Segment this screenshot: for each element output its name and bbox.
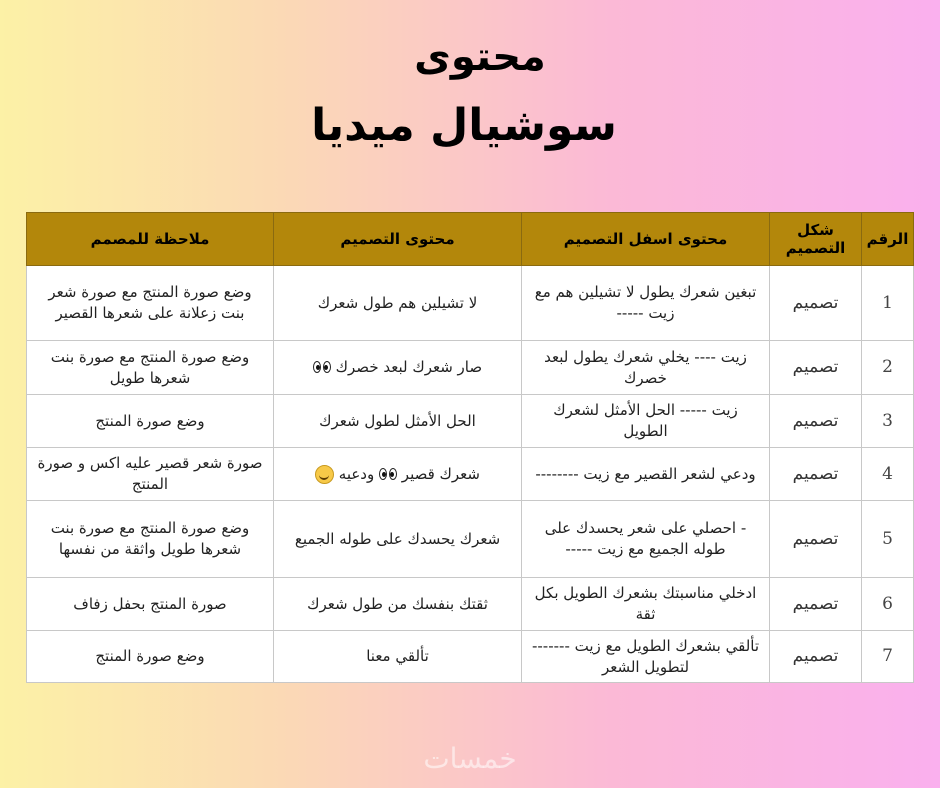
- cell-num: 6: [862, 578, 914, 631]
- cell-content: [274, 448, 522, 501]
- cell-below: ودعي لشعر القصير مع زيت --------: [522, 448, 770, 501]
- cell-below: زيت ----- الحل الأمثل لشعرك الطويل: [522, 395, 770, 448]
- cell-shape: تصميم: [770, 578, 862, 631]
- cell-content: لا تشيلين هم طول شعرك: [274, 266, 522, 341]
- cell-shape: تصميم: [770, 266, 862, 341]
- header-shape: شكل التصميم: [770, 213, 862, 266]
- header-num: الرقم: [862, 213, 914, 266]
- cell-content-text-a: شعرك قصير: [401, 464, 480, 483]
- cell-shape: تصميم: [770, 395, 862, 448]
- title-line-2: سوشيال ميديا: [311, 100, 617, 151]
- cell-below: تبغين شعرك يطول لا تشيلين هم مع زيت -----: [522, 266, 770, 341]
- cell-note: وضع صورة المنتج مع صورة بنت شعرها طويل: [27, 341, 274, 395]
- header-content: محتوى التصميم: [274, 213, 522, 266]
- table-row: [27, 578, 914, 631]
- cell-content: شعرك يحسدك على طوله الجميع: [274, 501, 522, 578]
- eyes-emoji-icon: [313, 361, 331, 374]
- smile-emoji-icon: [315, 465, 334, 484]
- cell-num: 4: [862, 448, 914, 501]
- cell-content: الحل الأمثل لطول شعرك: [274, 395, 522, 448]
- cell-content: تألقي معنا: [274, 631, 522, 683]
- cell-shape: تصميم: [770, 631, 862, 683]
- cell-note: وضع صورة المنتج: [27, 631, 274, 683]
- table-row: [27, 448, 914, 501]
- cell-num: 3: [862, 395, 914, 448]
- table-row: [27, 501, 914, 578]
- table-row: [27, 341, 914, 395]
- cell-num: 2: [862, 341, 914, 395]
- header-below: محتوى اسفل التصميم: [522, 213, 770, 266]
- cell-content-text: صار شعرك لبعد خصرك: [335, 358, 483, 376]
- cell-shape: تصميم: [770, 448, 862, 501]
- cell-content-text-b: ودعيه: [338, 464, 375, 483]
- cell-below: زيت ---- يخلي شعرك يطول لبعد خصرك: [522, 341, 770, 395]
- cell-num: 1: [862, 266, 914, 341]
- cell-shape: تصميم: [770, 341, 862, 395]
- content-table: [26, 212, 914, 683]
- cell-num: 5: [862, 501, 914, 578]
- cell-content: [274, 341, 522, 395]
- table-row: [27, 631, 914, 683]
- cell-note: صورة شعر قصير عليه اكس و صورة المنتج: [27, 448, 274, 501]
- table-header-row: [27, 213, 914, 266]
- title-line-1: محتوى: [414, 34, 546, 80]
- table-row: [27, 395, 914, 448]
- header-note: ملاحظة للمصمم: [27, 213, 274, 266]
- cell-below: ادخلي مناسبتك بشعرك الطويل بكل ثقة: [522, 578, 770, 631]
- cell-content: ثقتك بنفسك من طول شعرك: [274, 578, 522, 631]
- cell-num: 7: [862, 631, 914, 683]
- cell-below: - احصلي على شعر يحسدك على طوله الجميع مع زيت -----: [522, 501, 770, 578]
- eyes-emoji-icon: [379, 468, 397, 481]
- cell-note: وضع صورة المنتج: [27, 395, 274, 448]
- cell-note: وضع صورة المنتج مع صورة بنت شعرها طويل واثقة من نفسها: [27, 501, 274, 578]
- watermark-logo: خمسات: [423, 742, 517, 775]
- table-row: [27, 266, 914, 341]
- cell-note: وضع صورة المنتج مع صورة شعر بنت زعلانة على شعرها القصير: [27, 266, 274, 341]
- cell-note: صورة المنتج بحفل زفاف: [27, 578, 274, 631]
- cell-shape: تصميم: [770, 501, 862, 578]
- cell-below: تألقي بشعرك الطويل مع زيت -------لتطويل الشعر: [522, 631, 770, 683]
